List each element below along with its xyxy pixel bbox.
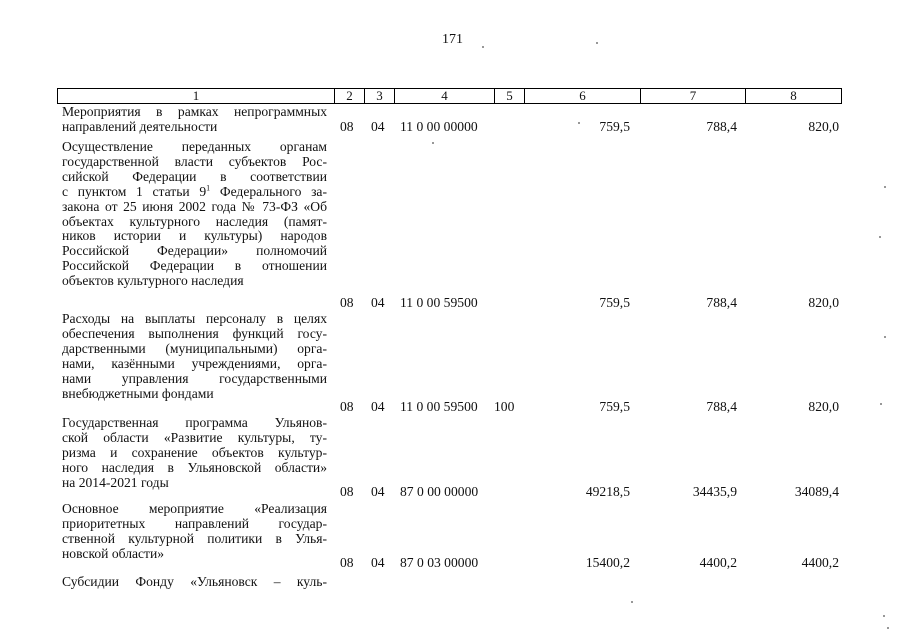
row-value-col4: 11 0 00 00000 [400,119,478,134]
row-value-col6: 759,5 [599,119,630,134]
description-line: ников истории и культуры) народов [62,228,327,244]
description-line: Основное мероприятие «Реализация [62,501,327,516]
description-line: нами, казёнными учреждениями, орга- [62,355,327,371]
description-line: Субсидии Фонду «Ульяновск – куль- [62,574,327,589]
page-number: 171 [442,32,463,47]
table-row-description [62,105,327,135]
row-value-col7: 788,4 [706,119,737,134]
description-line: сийской Федерации в соответствии [62,168,327,184]
row-value-col6: 15400,2 [585,555,630,570]
column-header-1: 1 [58,89,335,104]
scan-speck [884,336,886,338]
description-line: ризма и сохранение объектов культур- [62,444,327,460]
description-line: Российской Федерации» полномочий [62,243,327,259]
scan-speck [883,615,885,617]
column-header-7: 7 [641,89,746,104]
row-value-col4: 11 0 00 59500 [400,295,478,310]
column-header-6: 6 [525,89,641,104]
row-value-col7: 788,4 [706,295,737,310]
description-line: объектов культурного наследия [62,273,244,289]
row-value-col3: 04 [371,295,385,310]
description-line: ственной культурной политики в Улья- [62,530,327,546]
description-line: Мероприятия в рамках непрограммных [62,104,327,119]
description-line: ской области «Развитие культуры, ту- [62,429,327,445]
row-value-col8: 820,0 [808,119,839,134]
scan-speck [631,601,633,603]
row-value-col4: 87 0 03 00000 [400,555,479,570]
row-value-col4: 11 0 00 59500 [400,399,478,414]
description-line: направлений деятельности [62,118,218,134]
row-value-col3: 04 [371,119,385,134]
description-line: приоритетных направлений государ- [62,515,327,531]
row-value-col2: 08 [340,555,354,570]
scan-speck [432,142,434,144]
description-fragment: с пунктом 1 статьи 9 [62,183,207,199]
scan-speck [879,236,881,238]
row-value-col8: 34089,4 [794,484,839,499]
description-line: Государственная программа Ульянов- [62,415,327,430]
scan-speck [880,403,882,405]
description-line: на 2014-2021 годы [62,474,169,490]
table-row-description [62,140,327,289]
column-header-3: 3 [365,89,395,104]
row-value-col2: 08 [340,484,354,499]
description-line: закона от 25 июня 2002 года № 73-ФЗ «Об [62,198,327,214]
description-line: нами управления государственными [62,370,327,386]
row-value-col6: 49218,5 [585,484,630,499]
table-row-description [62,575,327,590]
row-value-col6: 759,5 [599,399,630,414]
row-value-col7: 4400,2 [699,555,737,570]
description-line: Расходы на выплаты персоналу в целях [62,311,327,326]
table-row-description [62,502,327,562]
row-value-col3: 04 [371,484,385,499]
scan-speck [887,627,889,629]
row-value-col7: 34435,9 [692,484,737,499]
description-line: внебюджетными фондами [62,385,214,401]
table-row-description [62,312,327,401]
description-line: дарственными (муниципальными) орга- [62,340,327,356]
scan-speck [596,42,598,44]
column-header-4: 4 [395,89,495,104]
description-fragment: Федерального за- [210,183,327,199]
row-value-col7: 788,4 [706,399,737,414]
row-value-col2: 08 [340,399,354,414]
row-value-col6: 759,5 [599,295,630,310]
row-value-col2: 08 [340,119,354,134]
column-header-2: 2 [335,89,365,104]
description-line: государственной власти субъектов Рос- [62,153,327,169]
row-value-col2: 08 [340,295,354,310]
row-value-col8: 4400,2 [801,555,839,570]
row-value-col3: 04 [371,555,385,570]
description-line [62,185,327,200]
column-header-5: 5 [495,89,525,104]
table-row-description [62,416,327,491]
description-line: Осуществление переданных органам [62,139,327,154]
description-line: Российской Федерации в отношении [62,258,327,274]
description-line: обеспечения выполнения функций госу- [62,325,327,341]
row-value-col3: 04 [371,399,385,414]
superscript-marker: 1 [206,183,211,193]
description-line: ного наследия в Ульяновской области» [62,459,327,475]
description-line: новской области» [62,545,165,561]
scan-speck [482,46,484,48]
row-value-col4: 87 0 00 00000 [400,484,479,499]
row-value-col5: 100 [494,399,515,414]
scan-speck [884,186,886,188]
row-value-col8: 820,0 [808,399,839,414]
description-line: объектах культурного наследия (памят- [62,213,327,229]
column-header-8: 8 [746,89,842,104]
row-value-col8: 820,0 [808,295,839,310]
scan-speck [578,122,580,124]
